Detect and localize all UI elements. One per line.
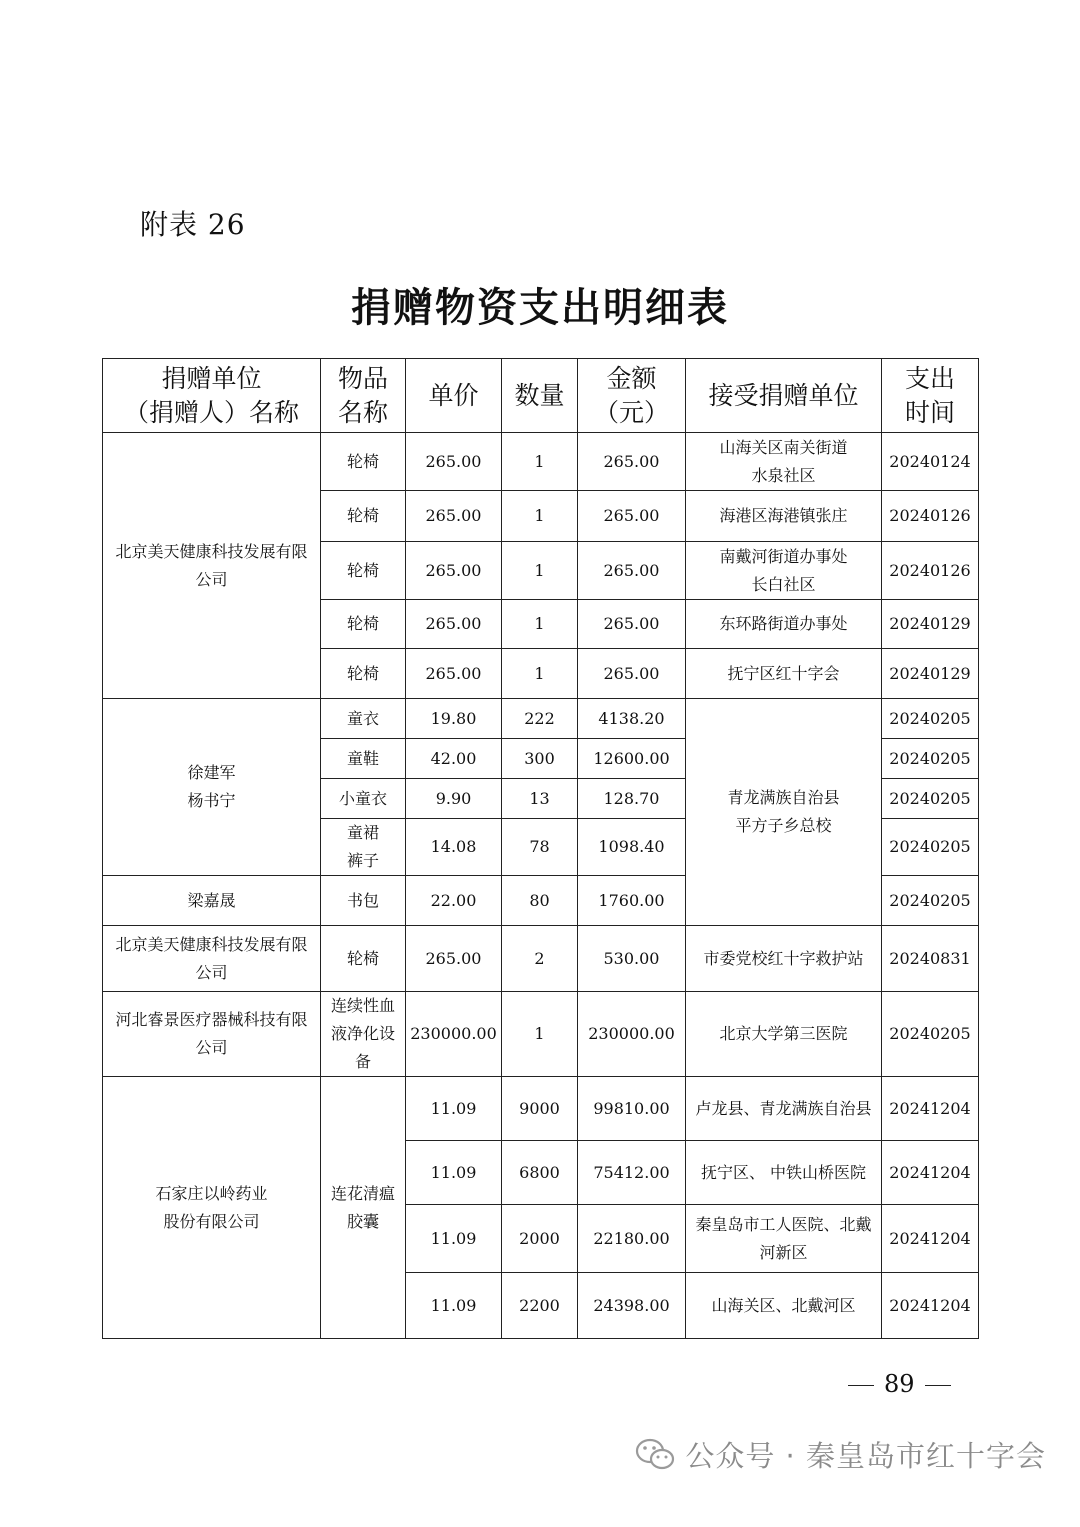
amount-cell: 12600.00 (578, 739, 686, 779)
wechat-icon (635, 1438, 675, 1472)
amount-cell: 128.70 (578, 779, 686, 819)
amount-cell: 265.00 (578, 600, 686, 649)
table-row (103, 699, 979, 739)
header-recipient: 接受捐赠单位 (686, 359, 882, 433)
quantity-cell: 1 (502, 992, 578, 1077)
dash-left (848, 1385, 874, 1387)
donor-cell: 梁嘉晟 (103, 876, 321, 926)
donor-cell: 北京美天健康科技发展有限 公司 (103, 433, 321, 699)
amount-cell: 530.00 (578, 926, 686, 992)
item-cell: 童衣 (321, 699, 406, 739)
quantity-cell: 1 (502, 433, 578, 491)
recipient-cell: 抚宁区、 中铁山桥医院 (686, 1141, 882, 1205)
quantity-cell: 1 (502, 649, 578, 699)
unit-price-cell: 230000.00 (406, 992, 502, 1077)
watermark: 公众号 · 秦皇岛市红十字会 (635, 1434, 1046, 1475)
table-body (103, 433, 979, 1339)
date-cell: 20240124 (882, 433, 979, 491)
quantity-cell: 2200 (502, 1273, 578, 1339)
date-cell: 20240126 (882, 491, 979, 542)
date-cell: 20240831 (882, 926, 979, 992)
date-cell: 20241204 (882, 1273, 979, 1339)
donor-cell: 石家庄以岭药业 股份有限公司 (103, 1077, 321, 1339)
unit-price-cell: 11.09 (406, 1141, 502, 1205)
date-cell: 20240205 (882, 779, 979, 819)
date-cell: 20240205 (882, 992, 979, 1077)
date-cell: 20240126 (882, 542, 979, 600)
item-cell: 小童衣 (321, 779, 406, 819)
recipient-cell: 南戴河街道办事处 长白社区 (686, 542, 882, 600)
unit-price-cell: 265.00 (406, 491, 502, 542)
donation-table (102, 358, 979, 1339)
quantity-cell: 6800 (502, 1141, 578, 1205)
amount-cell: 22180.00 (578, 1205, 686, 1273)
item-cell: 连花清瘟 胶囊 (321, 1077, 406, 1339)
amount-cell: 265.00 (578, 542, 686, 600)
date-cell: 20240129 (882, 600, 979, 649)
recipient-cell: 卢龙县、青龙满族自治县 (686, 1077, 882, 1141)
header-amount: 金额 （元） (578, 359, 686, 433)
date-cell: 20241204 (882, 1077, 979, 1141)
quantity-cell: 9000 (502, 1077, 578, 1141)
item-cell: 童鞋 (321, 739, 406, 779)
quantity-cell: 2 (502, 926, 578, 992)
date-cell: 20241204 (882, 1205, 979, 1273)
amount-cell: 99810.00 (578, 1077, 686, 1141)
recipient-cell: 山海关区南关街道 水泉社区 (686, 433, 882, 491)
amount-cell: 1760.00 (578, 876, 686, 926)
donor-cell: 北京美天健康科技发展有限 公司 (103, 926, 321, 992)
recipient-cell: 抚宁区红十字会 (686, 649, 882, 699)
date-cell: 20240205 (882, 819, 979, 876)
amount-cell: 1098.40 (578, 819, 686, 876)
table-row (103, 926, 979, 992)
recipient-cell: 山海关区、北戴河区 (686, 1273, 882, 1339)
unit-price-cell: 265.00 (406, 926, 502, 992)
quantity-cell: 13 (502, 779, 578, 819)
recipient-cell: 青龙满族自治县 平方子乡总校 (686, 699, 882, 926)
item-cell: 书包 (321, 876, 406, 926)
date-cell: 20240205 (882, 739, 979, 779)
item-cell: 轮椅 (321, 542, 406, 600)
header-item: 物品 名称 (321, 359, 406, 433)
amount-cell: 24398.00 (578, 1273, 686, 1339)
recipient-cell: 海港区海港镇张庄 (686, 491, 882, 542)
unit-price-cell: 22.00 (406, 876, 502, 926)
item-cell: 轮椅 (321, 600, 406, 649)
recipient-cell: 市委党校红十字救护站 (686, 926, 882, 992)
unit-price-cell: 11.09 (406, 1273, 502, 1339)
header-unit-price: 单价 (406, 359, 502, 433)
unit-price-cell: 19.80 (406, 699, 502, 739)
unit-price-cell: 265.00 (406, 433, 502, 491)
unit-price-cell: 11.09 (406, 1077, 502, 1141)
recipient-cell: 秦皇岛市工人医院、北戴 河新区 (686, 1205, 882, 1273)
item-cell: 连续性血 液净化设 备 (321, 992, 406, 1077)
date-cell: 20240129 (882, 649, 979, 699)
table-row (103, 1077, 979, 1141)
unit-price-cell: 265.00 (406, 542, 502, 600)
header-quantity: 数量 (502, 359, 578, 433)
quantity-cell: 1 (502, 542, 578, 600)
item-cell: 轮椅 (321, 433, 406, 491)
unit-price-cell: 265.00 (406, 600, 502, 649)
item-cell: 轮椅 (321, 926, 406, 992)
unit-price-cell: 11.09 (406, 1205, 502, 1273)
quantity-cell: 78 (502, 819, 578, 876)
quantity-cell: 300 (502, 739, 578, 779)
page-title: 捐赠物资支出明细表 (351, 284, 729, 331)
unit-price-cell: 9.90 (406, 779, 502, 819)
quantity-cell: 80 (502, 876, 578, 926)
quantity-cell: 1 (502, 600, 578, 649)
unit-price-cell: 265.00 (406, 649, 502, 699)
amount-cell: 4138.20 (578, 699, 686, 739)
donor-cell: 河北睿景医疗器械科技有限 公司 (103, 992, 321, 1077)
date-cell: 20240205 (882, 876, 979, 926)
page-number: 89 (838, 1370, 961, 1398)
table-row (103, 992, 979, 1077)
amount-cell: 265.00 (578, 491, 686, 542)
dash-right (925, 1385, 951, 1387)
amount-cell: 230000.00 (578, 992, 686, 1077)
appendix-label: 附表 26 (140, 208, 246, 241)
unit-price-cell: 42.00 (406, 739, 502, 779)
amount-cell: 75412.00 (578, 1141, 686, 1205)
amount-cell: 265.00 (578, 649, 686, 699)
date-cell: 20241204 (882, 1141, 979, 1205)
header-donor: 捐赠单位 （捐赠人）名称 (103, 359, 321, 433)
recipient-cell: 东环路街道办事处 (686, 600, 882, 649)
header-row (103, 359, 979, 433)
quantity-cell: 222 (502, 699, 578, 739)
item-cell: 轮椅 (321, 491, 406, 542)
recipient-cell: 北京大学第三医院 (686, 992, 882, 1077)
quantity-cell: 2000 (502, 1205, 578, 1273)
table-row (103, 433, 979, 491)
item-cell: 童裙 裤子 (321, 819, 406, 876)
quantity-cell: 1 (502, 491, 578, 542)
unit-price-cell: 14.08 (406, 819, 502, 876)
amount-cell: 265.00 (578, 433, 686, 491)
donor-cell: 徐建军 杨书宁 (103, 699, 321, 876)
item-cell: 轮椅 (321, 649, 406, 699)
date-cell: 20240205 (882, 699, 979, 739)
header-date: 支出 时间 (882, 359, 979, 433)
